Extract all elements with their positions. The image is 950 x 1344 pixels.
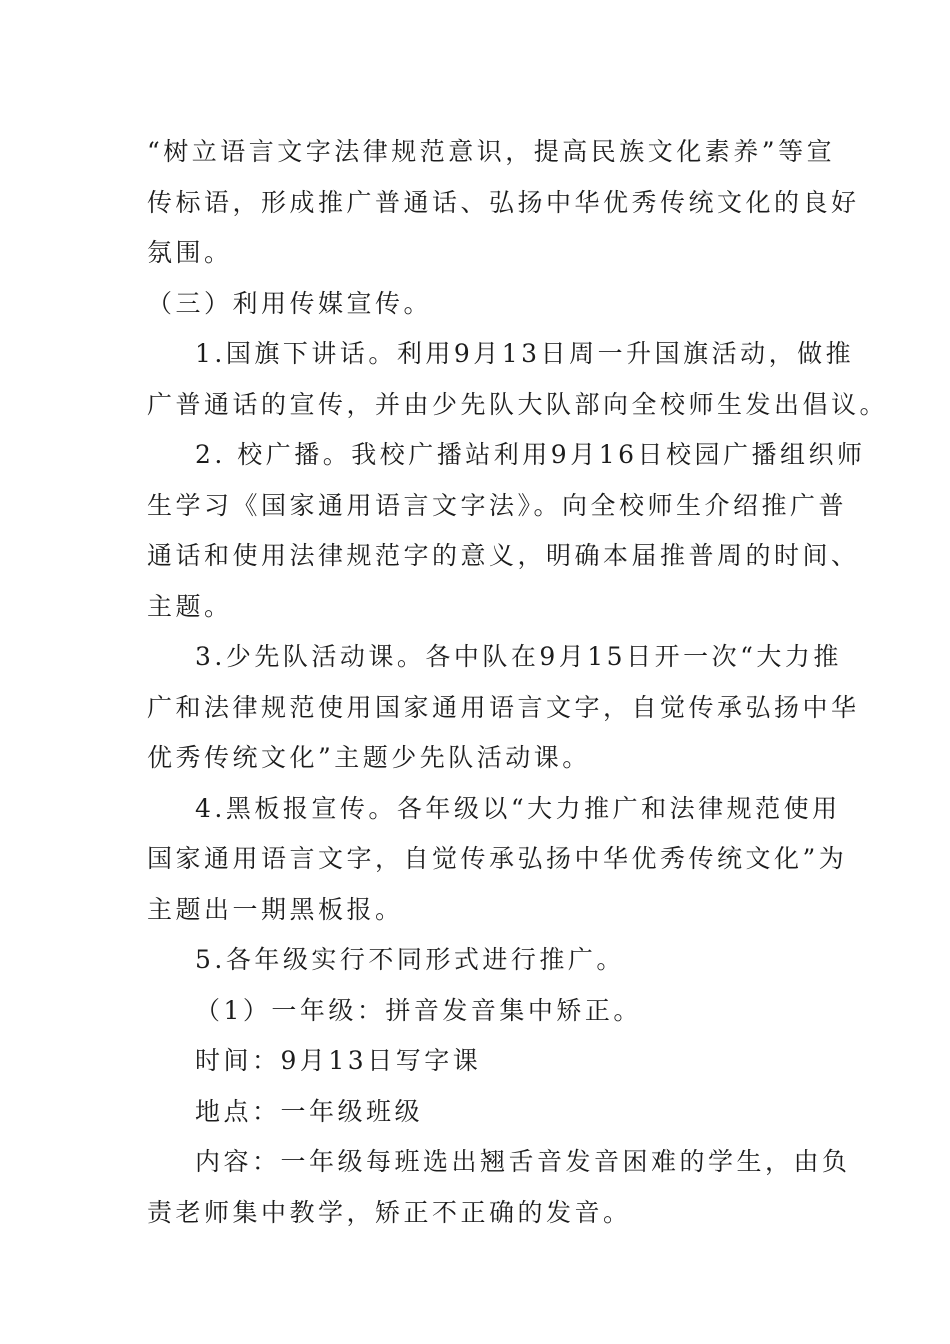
time-line: 时间：9月13日写字课: [195, 1046, 482, 1075]
paragraph-line: 通话和使用法律规范字的意义，明确本届推普周的时间、: [147, 541, 860, 570]
section-heading: （三）利用传媒宣传。: [147, 288, 433, 318]
paragraph-line: 2. 校广播。我校广播站利用9月16日校园广播组织师: [195, 440, 866, 469]
paragraph-line: 主题出一期黑板报。: [147, 894, 404, 924]
paragraph-line: 广和法律规范使用国家通用语言文字，自觉传承弘扬中华: [147, 692, 860, 722]
paragraph-line: 广普通话的宣传，并由少先队大队部向全校师生发出倡议。: [147, 389, 889, 419]
paragraph-line: 主题。: [147, 591, 233, 621]
subsection-heading: （1）一年级：拼音发音集中矫正。: [195, 995, 642, 1025]
paragraph-line: 生学习《国家通用语言文字法》。向全校师生介绍推广普: [147, 490, 848, 520]
paragraph-line: 3.少先队活动课。各中队在9月15日开一次“大力推: [195, 642, 842, 671]
paragraph-line: 1.国旗下讲话。利用9月13日周一升国旗活动，做推: [195, 339, 855, 368]
content-line: 内容：一年级每班选出翘舌音发音困难的学生，由负: [195, 1147, 851, 1176]
paragraph-line: 4.黑板报宣传。各年级以“大力推广和法律规范使用: [195, 793, 841, 823]
paragraph-line: 氛围。: [147, 238, 233, 267]
location-line: 地点：一年级班级: [195, 1096, 424, 1126]
paragraph-line: 国家通用语言文字，自觉传承弘扬中华优秀传统文化”为: [147, 844, 848, 873]
paragraph-line: “树立语言文字法律规范意识，提高民族文化素养”等宣: [147, 137, 836, 166]
paragraph-line: 优秀传统文化”主题少先队活动课。: [147, 743, 591, 772]
document-body: [147, 127, 889, 1238]
content-line: 责老师集中教学，矫正不正确的发音。: [147, 1197, 632, 1227]
paragraph-line: 5.各年级实行不同形式进行推广。: [195, 945, 625, 974]
paragraph-line: 传标语，形成推广普通话、弘扬中华优秀传统文化的良好: [147, 187, 860, 217]
